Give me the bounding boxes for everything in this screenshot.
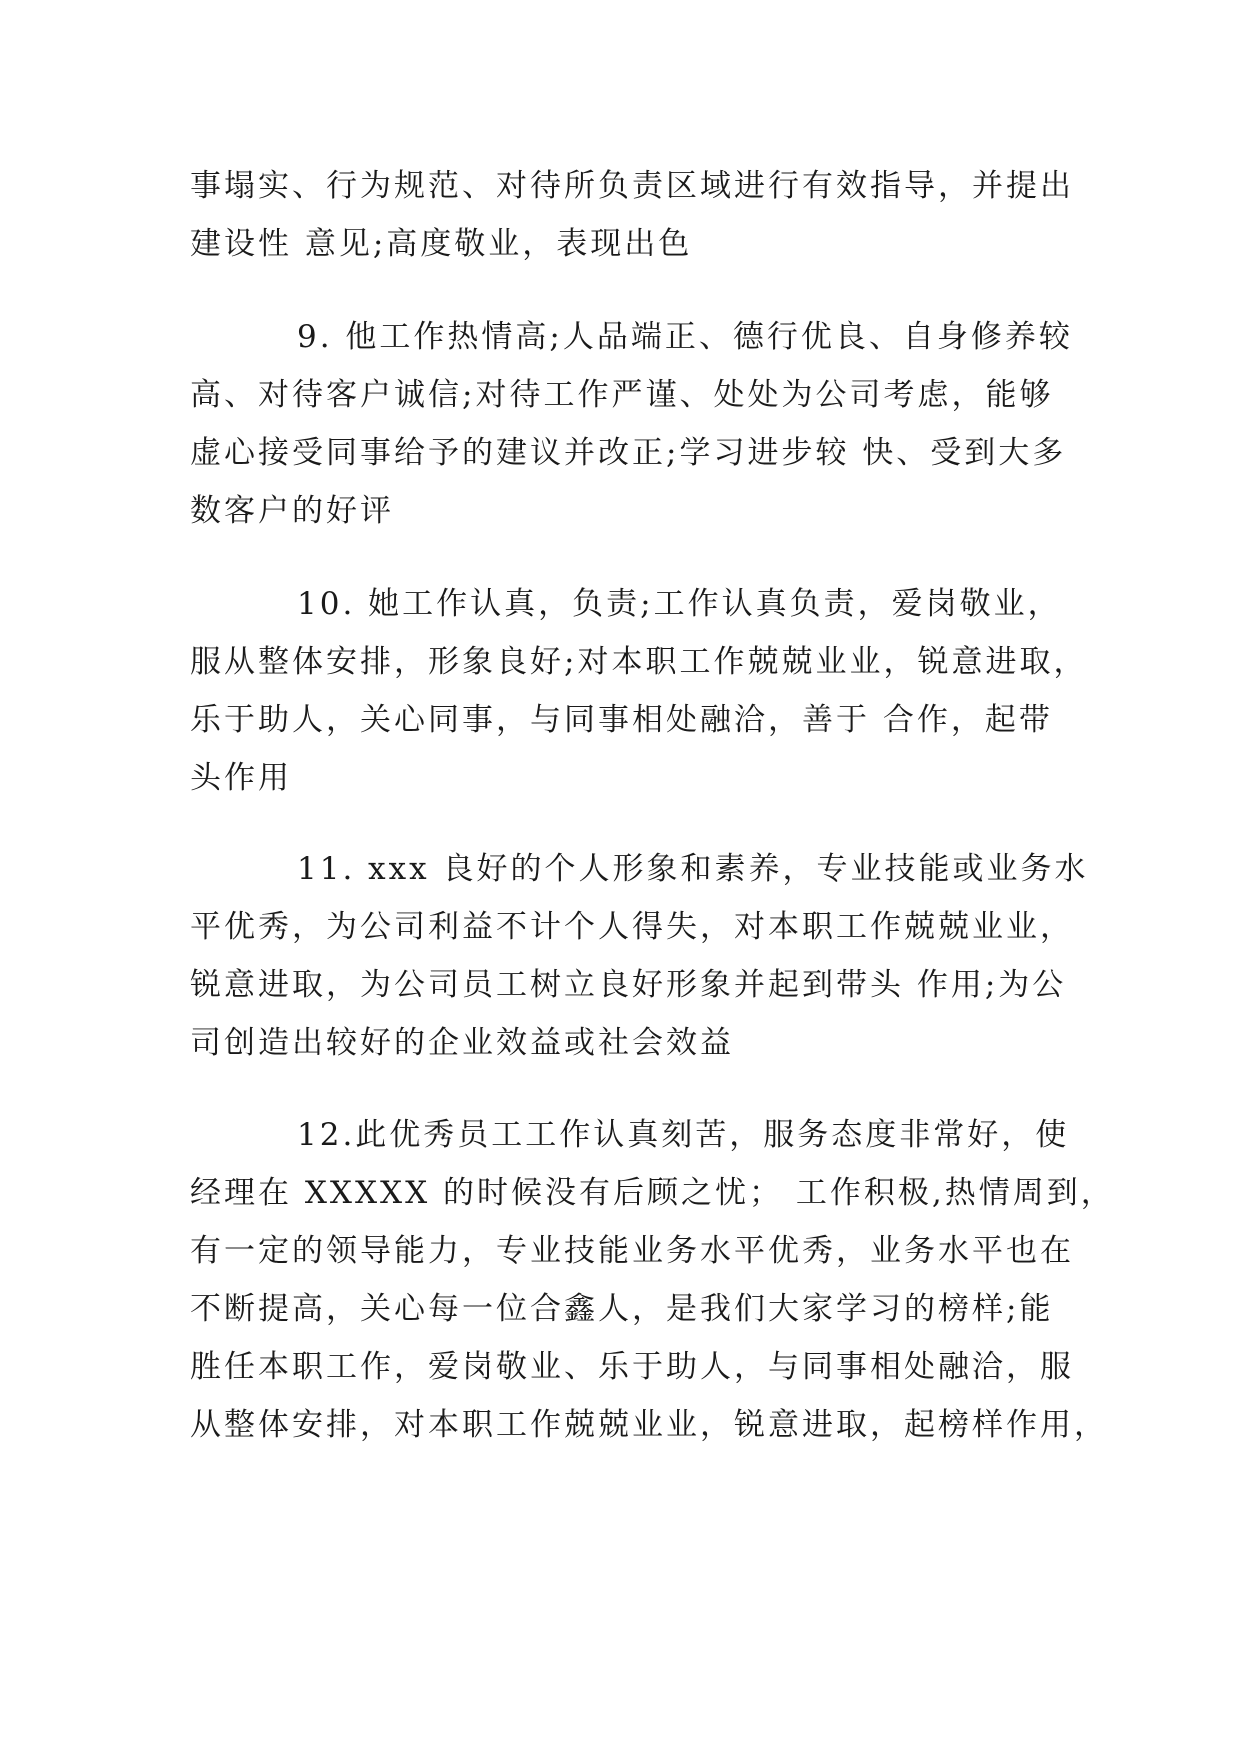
text-line: 平优秀，为公司利益不计个人得失，对本职工作兢兢业业， [190, 909, 1074, 945]
text-line: 司创造出较好的企业效益或社会效益 [190, 1025, 734, 1061]
text-line: 虚心接受同事给予的建议并改正;学习进步较 快、受到大多 [190, 435, 1067, 471]
paragraph-continuation [190, 157, 1074, 273]
text-line: 9. 他工作热情高;人品端正、德行优良、自身修养较 [297, 319, 1073, 355]
text-line: 有一定的领导能力，专业技能业务水平优秀，业务水平也在 [190, 1233, 1074, 1269]
text-line: 乐于助人，关心同事，与同事相处融洽，善于 合作，起带 [190, 702, 1053, 738]
paragraph-item-9 [190, 308, 1073, 540]
paragraph-item-11 [190, 840, 1089, 1072]
text-line: 经理在 XXXXX 的时候没有后顾之忧； 工作积极,热情周到， [190, 1175, 1115, 1211]
text-line: 服从整体安排，形象良好;对本职工作兢兢业业，锐意进取， [190, 644, 1088, 680]
text-line: 数客户的好评 [190, 493, 394, 529]
text-line: 锐意进取，为公司员工树立良好形象并起到带头 作用;为公 [190, 967, 1067, 1003]
text-line: 胜任本职工作，爱岗敬业、乐于助人，与同事相处融洽，服 [190, 1349, 1074, 1385]
text-line: 高、对待客户诚信;对待工作严谨、处处为公司考虑，能够 [190, 377, 1054, 413]
text-line: 12.此优秀员工工作认真刻苦，服务态度非常好，使 [297, 1117, 1070, 1153]
text-line: 从整体安排，对本职工作兢兢业业，锐意进取，起榜样作用， [190, 1407, 1108, 1443]
text-line: 不断提高，关心每一位合鑫人，是我们大家学习的榜样;能 [190, 1291, 1054, 1327]
text-line: 头作用 [190, 760, 292, 796]
text-line: 建设性 意见;高度敬业，表现出色 [190, 226, 693, 262]
paragraph-item-12 [190, 1106, 1115, 1454]
text-line: 事塌实、行为规范、对待所负责区域进行有效指导，并提出 [190, 168, 1074, 204]
paragraph-item-10 [190, 575, 1088, 807]
text-line: 11. xxx 良好的个人形象和素养，专业技能或业务水 [297, 851, 1089, 887]
text-line: 10. 她工作认真，负责;工作认真负责，爱岗敬业， [297, 586, 1062, 622]
